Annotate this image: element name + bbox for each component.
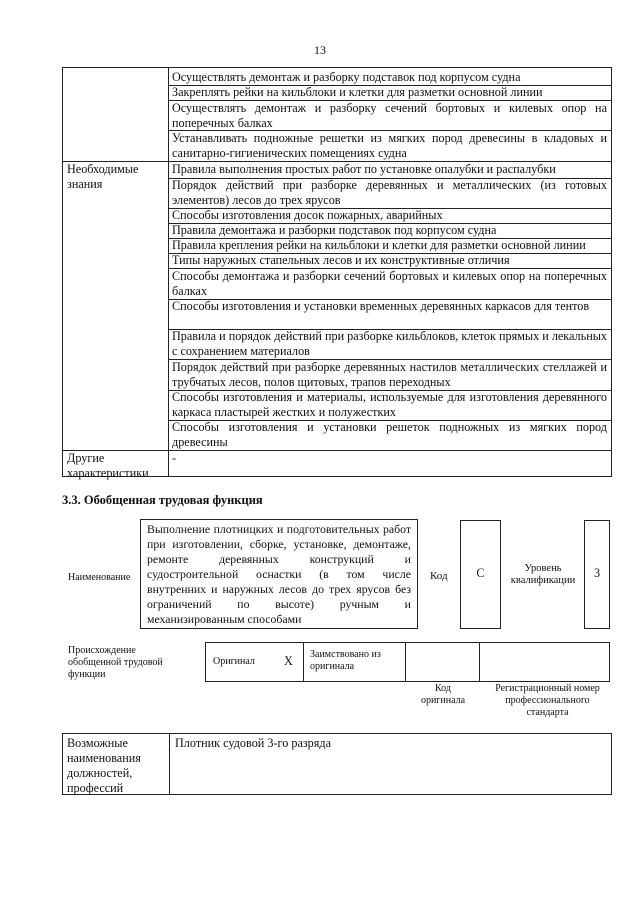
original-label: Оригинал xyxy=(213,656,255,667)
knowledge-row: Типы наружных стапельных лесов и их конструктивные отличия xyxy=(172,253,510,267)
other-characteristics-label: Другие характеристики xyxy=(67,451,149,480)
skill-row: Устанавливать подножные решетки из мягких пород древесины в кладовых и санитарно-гигиенических помещениях судна xyxy=(172,131,607,160)
code-label: Код xyxy=(430,570,448,582)
knowledge-row: Способы изготовления и материалы, используемые для изготовления деревянного каркаса пластырей жестких и полужестких xyxy=(172,390,607,419)
knowledge-row: Способы изготовления и установки решеток подножных из мягких пород древесины xyxy=(172,420,607,449)
name-value: Выполнение плотницких и подготовительных работ при изготовлении, сборке, установке, демонтаже, ремонте деревянных конструкций и судостроительной оснастки (в том числе внутренних и наружных лесов до трех ярусов без ограничений по высоте) ручным и механизированным способами xyxy=(140,519,418,629)
knowledge-label: Необходимые знания xyxy=(67,162,139,191)
knowledge-row: Способы демонтажа и разборки сечений бортовых и килевых опор на поперечных балках xyxy=(172,269,607,298)
positions-value: Плотник судовой 3-го разряда xyxy=(175,736,331,750)
skill-row: Осуществлять демонтаж и разборку сечений бортовых и килевых опор на поперечных балках xyxy=(172,101,607,130)
code-original-label: Код оригинала xyxy=(420,683,466,706)
reg-number-label: Регистрационный номер профессионального стандарта xyxy=(495,683,600,718)
knowledge-row: Правила крепления рейки на кильблоки и клетки для разметки основной линии xyxy=(172,238,586,252)
original-mark: X xyxy=(284,654,293,668)
section-title: 3.3. Обобщенная трудовая функция xyxy=(62,493,263,507)
knowledge-row: Способы изготовления и установки временных деревянных каркасов для тентов xyxy=(172,299,590,313)
knowledge-table xyxy=(62,67,612,480)
borrowed-label: Заимствовано из оригинала xyxy=(310,649,381,672)
page-number: 13 xyxy=(314,43,326,57)
skill-row: Закреплять рейки на кильблоки и клетки для разметки основной линии xyxy=(172,85,543,99)
code-value: C xyxy=(476,566,485,580)
other-characteristics-value: - xyxy=(172,451,177,465)
knowledge-row: Способы изготовления досок пожарных, аварийных xyxy=(172,208,443,222)
skill-row: Осуществлять демонтаж и разборку подставок под корпусом судна xyxy=(172,70,521,84)
knowledge-row: Порядок действий при разборке деревянных настилов металлических стеллажей и трубчатых лесов, полов щитовых, трапов переходных xyxy=(172,360,607,389)
level-value: 3 xyxy=(593,566,601,580)
name-label: Наименование xyxy=(68,572,131,583)
level-label: Уровень квалификации xyxy=(510,563,576,586)
knowledge-row: Правила демонтажа и разборки подставок под корпусом судна xyxy=(172,223,497,237)
knowledge-row: Порядок действий при разборке деревянных и металлических (из готовых элементов) лесов до трех ярусов xyxy=(172,178,607,207)
origin-label: Происхождение обобщенной трудовой функции xyxy=(68,645,163,680)
knowledge-row: Правила выполнения простых работ по установке опалубки и распалубки xyxy=(172,162,556,176)
positions-label: Возможные наименования должностей, профессий xyxy=(67,736,141,795)
knowledge-row: Правила и порядок действий при разборке кильблоков, клеток прямых и лекальных с сохранением материалов xyxy=(172,329,608,358)
